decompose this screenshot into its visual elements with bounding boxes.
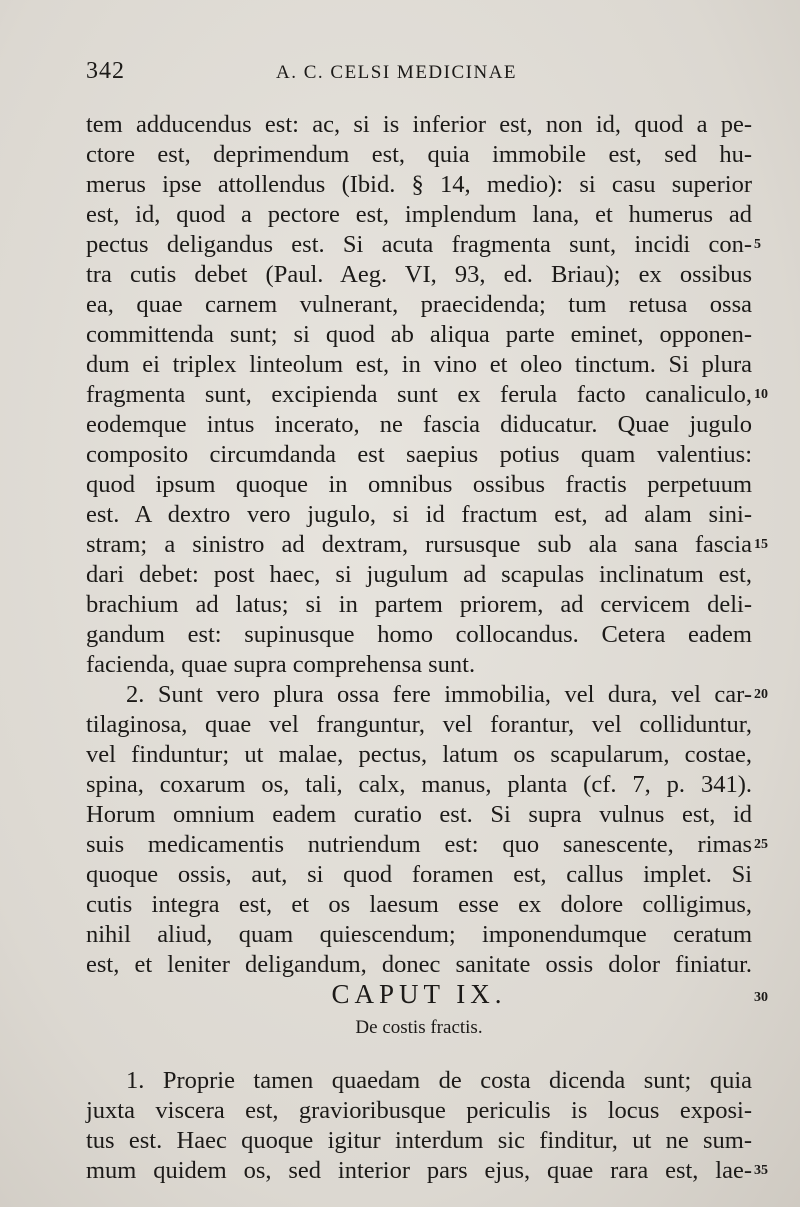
text-line: brachium ad latus; si in partem priorem, ad cervicem deli- (86, 591, 752, 618)
text-line: tra cutis debet (Paul. Aeg. VI, 93, ed. Briau); ex ossibus (86, 261, 752, 288)
text-line: composito circumdanda est saepius potius quam valentius: (86, 441, 752, 468)
text-line: cutis integra est, et os laesum esse ex dolore colligimus, (86, 891, 752, 918)
running-head: A. C. CELSI MEDICINAE (276, 62, 518, 83)
text-line: stram; a sinistro ad dextram, rursusque sub ala sana fascia (86, 531, 752, 558)
text-line: est. A dextro vero jugulo, si id fractum est, ad alam sini- (86, 501, 752, 528)
line-number: 30 (754, 990, 768, 1005)
page-header (86, 58, 756, 88)
text-line: eodemque intus incerato, ne fascia diducatur. Quae jugulo (86, 411, 752, 438)
text-line: merus ipse attollendus (Ibid. § 14, medio): si casu superior (86, 171, 752, 198)
text-line: tem adducendus est: ac, si is inferior est, non id, quod a pe- (86, 111, 752, 138)
line-number: 35 (754, 1163, 768, 1178)
text-line: 1. Proprie tamen quaedam de costa dicenda sunt; quia (126, 1067, 752, 1094)
text-line: quod ipsum quoque in omnibus ossibus fractis perpetuum (86, 471, 752, 498)
page-number: 342 (86, 58, 125, 84)
text-line: tilaginosa, quae vel franguntur, vel forantur, vel colliduntur, (86, 711, 752, 738)
text-line: Horum omnium eadem curatio est. Si supra vulnus est, id (86, 801, 752, 828)
text-line: juxta viscera est, gravioribusque periculis is locus exposi- (86, 1097, 752, 1124)
text-line: nihil aliud, quam quiescendum; imponendumque ceratum (86, 921, 752, 948)
text-line: vel finduntur; ut malae, pectus, latum os scapularum, costae, (86, 741, 752, 768)
text-line: gandum est: supinusque homo collocandus. Cetera eadem (86, 621, 752, 648)
text-line: ea, quae carnem vulnerant, praecidenda; tum retusa ossa (86, 291, 752, 318)
line-number: 10 (754, 387, 768, 402)
line-number: 15 (754, 537, 768, 552)
text-line: committenda sunt; si quod ab aliqua parte eminet, opponen- (86, 321, 752, 348)
text-line: dum ei triplex linteolum est, in vino et oleo tinctum. Si plura (86, 351, 752, 378)
text-line: spina, coxarum os, tali, calx, manus, planta (cf. 7, p. 341). (86, 771, 752, 798)
text-line: 2. Sunt vero plura ossa fere immobilia, vel dura, vel car- (126, 681, 752, 708)
text-line: suis medicamentis nutriendum est: quo sanescente, rimas (86, 831, 752, 858)
chapter-subtitle: De costis fractis. (355, 1017, 483, 1038)
text-line: est, et leniter deligandum, donec sanitate ossis dolor finiatur. (86, 951, 752, 978)
text-line: tus est. Haec quoque igitur interdum sic finditur, ut ne sum- (86, 1127, 752, 1154)
text-line: fragmenta sunt, excipienda sunt ex ferula facto canaliculo, (86, 381, 752, 408)
text-line: ctore est, deprimendum est, quia immobile est, sed hu- (86, 141, 752, 168)
text-line: pectus deligandus est. Si acuta fragmenta sunt, incidi con- (86, 231, 752, 258)
text-line: est, id, quod a pectore est, implendum lana, et humerus ad (86, 201, 752, 228)
chapter-title: CAPUT IX. (331, 979, 507, 1009)
line-number: 20 (754, 687, 768, 702)
text-line: facienda, quae supra comprehensa sunt. (86, 651, 476, 678)
text-line: mum quidem os, sed interior pars ejus, quae rara est, lae- (86, 1157, 752, 1184)
line-number: 5 (754, 237, 761, 252)
text-line: quoque ossis, aut, si quod foramen est, callus implet. Si (86, 861, 752, 888)
line-number: 25 (754, 837, 768, 852)
text-line: dari debet: post haec, si jugulum ad scapulas inclinatum est, (86, 561, 752, 588)
